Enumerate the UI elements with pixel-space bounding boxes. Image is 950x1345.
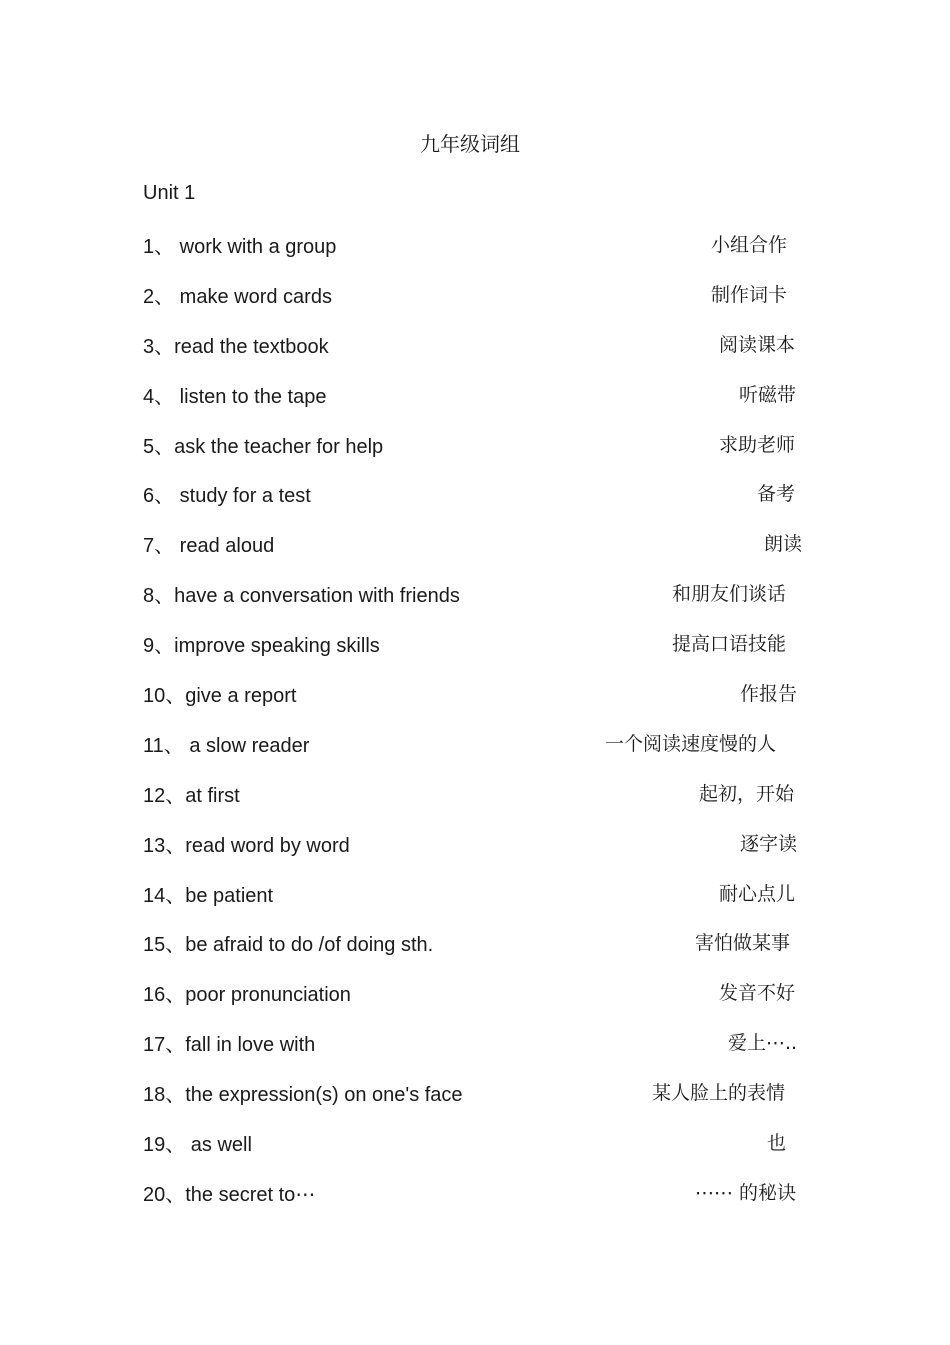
phrase-english: 17、fall in love with — [143, 1034, 316, 1057]
phrase-english: 13、read word by word — [143, 834, 350, 857]
list-item — [143, 330, 823, 380]
phrase-chinese: 起初，开始 — [699, 782, 795, 805]
phrase-list — [143, 230, 823, 1228]
phrase-chinese: 朗读 — [764, 533, 803, 556]
phrase-chinese: 备考 — [757, 483, 796, 506]
phrase-english: 7、 read aloud — [143, 535, 275, 558]
phrase-chinese: 求助老师 — [719, 433, 796, 456]
phrase-english: 2、 make word cards — [143, 285, 332, 308]
phrase-english: 14、be patient — [143, 884, 274, 907]
phrase-chinese: 某人脸上的表情 — [652, 1082, 786, 1105]
phrase-english: 12、at first — [143, 784, 240, 807]
list-item — [143, 629, 823, 679]
phrase-english: 11、 a slow reader — [143, 734, 310, 757]
phrase-english: 10、give a report — [143, 685, 297, 708]
phrase-english: 20、the secret to⋯ — [143, 1183, 316, 1206]
phrase-chinese: 提高口语技能 — [672, 633, 787, 656]
phrase-english: 9、improve speaking skills — [143, 635, 380, 658]
phrase-chinese: 作报告 — [740, 683, 798, 706]
list-item — [143, 879, 823, 929]
phrase-chinese: 听磁带 — [739, 383, 797, 406]
list-item — [143, 1028, 823, 1078]
phrase-chinese: 发音不好 — [719, 982, 796, 1005]
phrase-english: 1、 work with a group — [143, 236, 337, 258]
phrase-chinese: 和朋友们谈话 — [672, 583, 787, 606]
phrase-chinese: 小组合作 — [711, 234, 788, 256]
list-item — [143, 280, 823, 330]
phrase-english: 16、poor pronunciation — [143, 984, 351, 1007]
list-item — [143, 430, 823, 480]
list-item — [143, 928, 823, 978]
phrase-chinese: 耐心点儿 — [719, 882, 796, 905]
phrase-english: 15、be afraid to do /of doing sth. — [143, 934, 434, 957]
list-item — [143, 529, 823, 579]
list-item — [143, 1128, 823, 1178]
phrase-chinese: 爱上⋯.. — [728, 1032, 798, 1055]
list-item — [143, 679, 823, 729]
phrase-chinese: 制作词卡 — [711, 283, 788, 306]
list-item — [143, 479, 823, 529]
list-item — [143, 829, 823, 879]
phrase-chinese: 阅读课本 — [719, 333, 796, 356]
phrase-english: 18、the expression(s) on one's face — [143, 1084, 463, 1107]
list-item — [143, 230, 823, 280]
phrase-english: 3、read the textbook — [143, 335, 329, 358]
phrase-english: 8、have a conversation with friends — [143, 585, 460, 608]
phrase-chinese: 一个阅读速度慢的人 — [605, 732, 777, 755]
list-item — [143, 1078, 823, 1128]
phrase-chinese: ⋯⋯ 的秘诀 — [695, 1181, 797, 1204]
phrase-chinese: 也 — [767, 1132, 787, 1155]
list-item — [143, 579, 823, 629]
phrase-english: 5、ask the teacher for help — [143, 435, 384, 458]
list-item — [143, 779, 823, 829]
list-item — [143, 380, 823, 430]
phrase-chinese: 害怕做某事 — [695, 932, 791, 955]
phrase-english: 19、 as well — [143, 1134, 252, 1157]
list-item — [143, 1178, 823, 1228]
phrase-chinese: 逐字读 — [740, 832, 798, 855]
unit-heading: Unit 1 — [143, 182, 196, 204]
phrase-english: 6、 study for a test — [143, 485, 311, 508]
page-title: 九年级词组 — [420, 132, 520, 156]
list-item — [143, 978, 823, 1028]
phrase-english: 4、 listen to the tape — [143, 385, 327, 408]
list-item — [143, 729, 823, 779]
